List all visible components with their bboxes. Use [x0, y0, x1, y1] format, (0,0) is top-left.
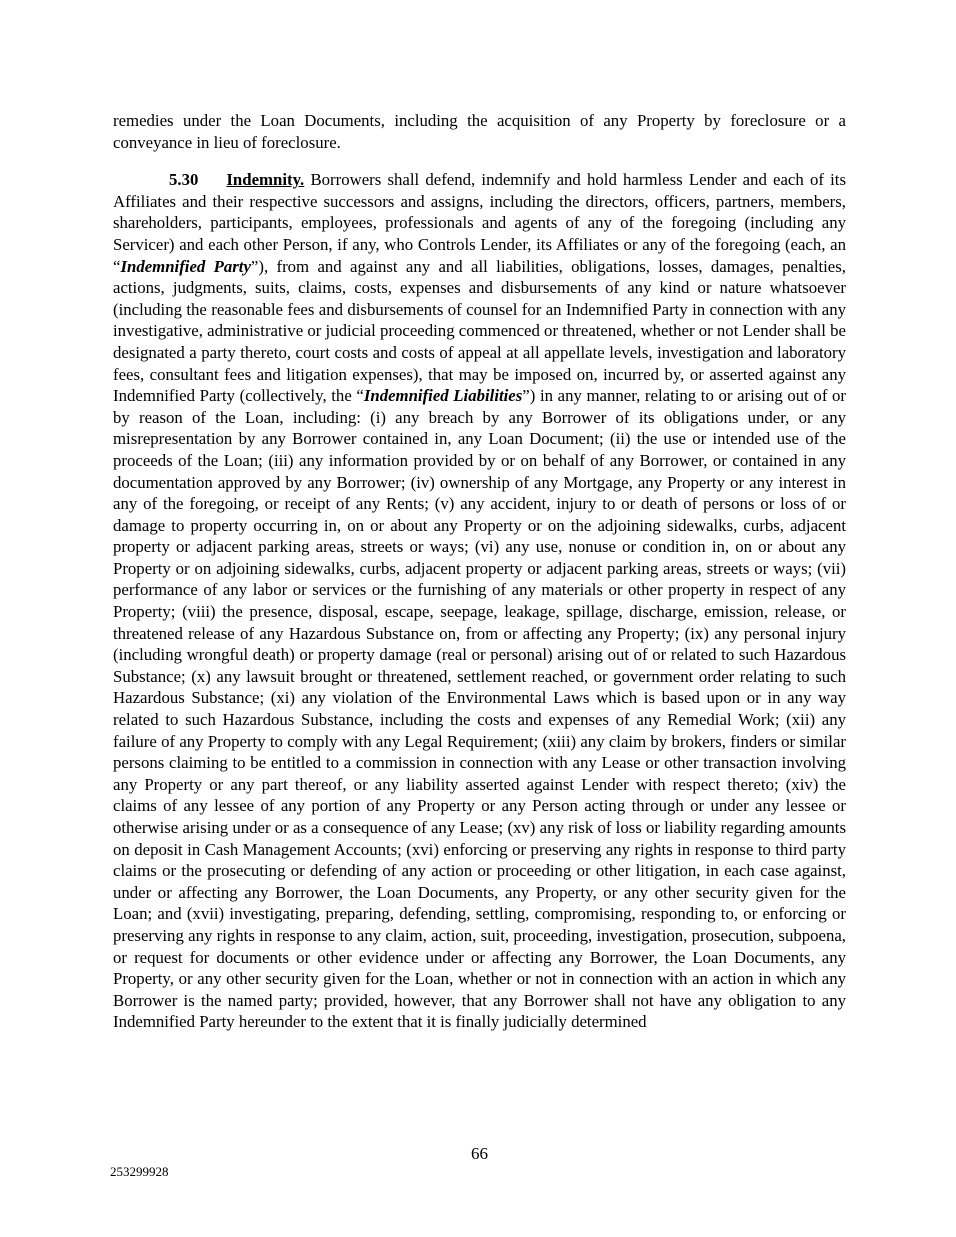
text-run: Indemnified Party [120, 256, 251, 276]
paragraph-section-5-30-indemnity [113, 169, 846, 1033]
page-number: 66 [471, 1144, 488, 1163]
text-run: ”), from and against any and all liabilities, obligations, losses, damages, penalties, actions, judgments, suits, claims, costs, expenses and disbursements of any kind or nature whatsoever (including the reasonable fees and disbursements of counsel for an Indemnified Party in connection with any investigative, administrative or judicial proceeding commenced or threatened, whether or not Lender shall be designated a party thereto, court costs and costs of appeal at all appellate levels, investigation and laboratory fees, consultant fees and litigation expenses), that may be imposed on, incurred by, or asserted against any Indemnified Party (collectively, the “ [113, 256, 846, 406]
text-run: Borrowers shall defend, indemnify and hold harmless Lender and each of its Affiliates and their respective successors and assigns, including the directors, officers, partners, members, shareholders, participants, employees, professionals and agents of any of the foregoing (including any Servicer) and each other Person, if any, who Controls Lender, its Affiliates or any of the foregoing (each, an “ [113, 170, 846, 276]
paragraph-continuation [113, 110, 846, 153]
text-run: 5.30 [169, 170, 199, 190]
document-id-footer: 253299928 [110, 1164, 169, 1179]
text-run: Indemnity. [226, 170, 305, 190]
text-run: Indemnified Liabilities [363, 386, 523, 406]
document-body [113, 110, 846, 1033]
text-run: ”) in any manner, relating to or arising out of or by reason of the Loan, including: (i) any breach by any Borrower of its obligations under, or any misrepresentation by any Borrower contained in, any Loan Document; (ii) the use or intended use of the proceeds of the Loan; (iii) any information provided by or on behalf of any Borrower, or contained in any documentation approved by any Borrower; (iv) ownership of any Mortgage, any Property or any interest in any of the foregoing, or receipt of any Rents; (v) any accident, injury to or death of persons or loss of or damage to property occurring in, on or about any Property or on the adjoining sidewalks, curbs, adjacent property or adjacent parking areas, streets or ways; (vi) any use, nonuse or condition in, on or about any Property or on adjoining sidewalks, curbs, adjacent property or adjacent parking areas, streets or ways; (vii) performance of any labor or services or the furnishing of any materials or other property in respect of any Property; (viii) the presence, disposal, escape, seepage, leakage, spillage, discharge, emission, release, or threatened release of any Hazardous Substance on, from or affecting any Property; (ix) any personal injury (including wrongful death) or property damage (real or personal) arising out of or related to such Hazardous Substance; (x) any lawsuit brought or threatened, settlement reached, or government order relating to such Hazardous Substance; (xi) any violation of the Environmental Laws which is based upon or in any way related to such Hazardous Substance, including the costs and expenses of any Remedial Work; (xii) any failure of any Property to comply with any Legal Requirement; (xiii) any claim by brokers, finders or similar persons claiming to be entitled to a commission in connection with any Lease or other transaction involving any Property or any part thereof, or any liability asserted against Lender with respect thereto; (xiv) the claims of any lessee of any portion of any Property or any Person acting through or under any lessee or otherwise arising under or as a consequence of any Lease; (xv) any risk of loss or liability regarding amounts on deposit in Cash Management Accounts; (xvi) enforcing or preserving any rights in response to third party claims or the prosecuting or defending of any action or proceeding or other litigation, in each case against, under or affecting any Borrower, the Loan Documents, any Property, or any other security given for the Loan; and (xvii) investigating, preparing, defending, settling, compromising, responding to, or enforcing or preserving any rights in response to any claim, action, suit, proceeding, investigation, prosecution, subpoena, or request for documents or other evidence under or affecting any Borrower, the Loan Documents, any Property, or any other security given for the Loan, whether or not in connection with an action in which any Borrower is the named party; provided, however, that any Borrower shall not have any obligation to any Indemnified Party hereunder to the extent that it is finally judicially determined [113, 386, 847, 1032]
text-run: remedies under the Loan Documents, including the acquisition of any Property by foreclosure or a conveyance in lieu of foreclosure. [113, 111, 846, 152]
